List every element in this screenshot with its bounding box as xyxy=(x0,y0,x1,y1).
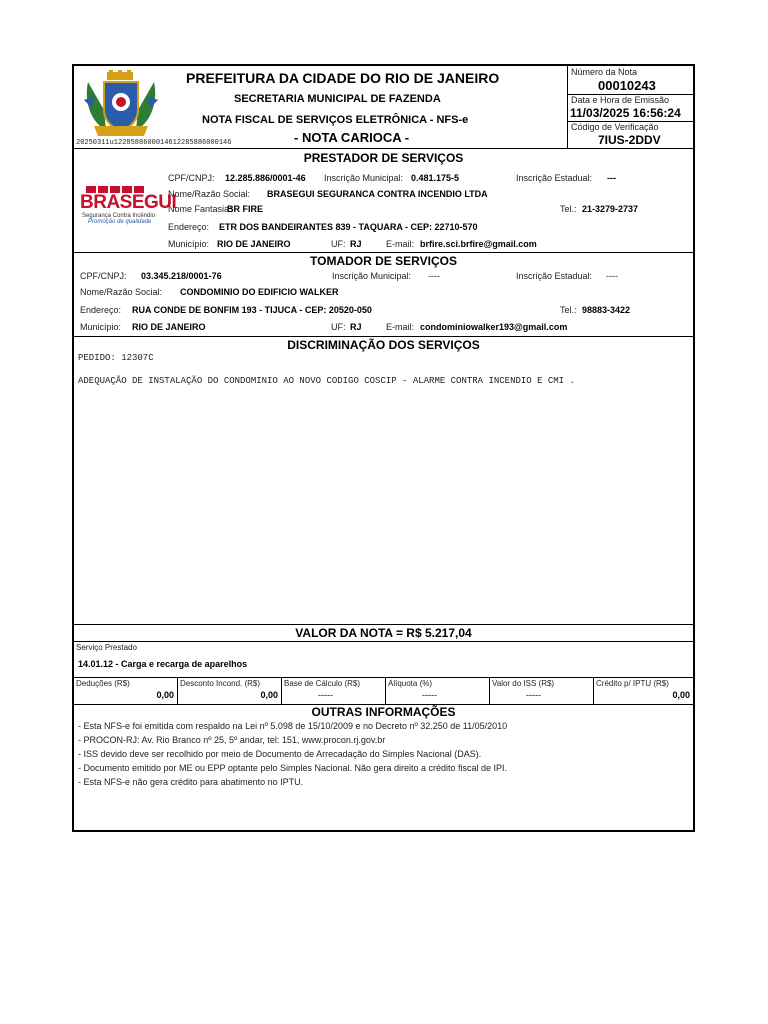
prestador-municipio-label: Município: xyxy=(168,239,210,249)
tributo-cell xyxy=(490,677,594,704)
prestador-tel-value: 21-3279-2737 xyxy=(582,204,639,214)
tomador-municipio-value: RIO DE JANEIRO xyxy=(132,322,206,332)
tributo-label: Desconto Incond. (R$) xyxy=(180,679,261,688)
tomador-im-label: Inscrição Municipal: xyxy=(332,271,412,281)
prestador-razao-value: BRASEGUI SEGURANCA CONTRA INCENDIO LTDA xyxy=(267,189,488,199)
outras-info-section-title: OUTRAS INFORMAÇÕES xyxy=(311,705,456,719)
tomador-municipio-label: Município: xyxy=(80,322,122,332)
tributo-cell xyxy=(386,677,490,704)
tributo-cell xyxy=(74,677,178,704)
prestador-im-value: 0.481.175-5 xyxy=(411,173,460,183)
tributo-cell xyxy=(282,677,386,704)
outras-info-line: - PROCON-RJ: Av. Rio Branco nº 25, 5º andar, tel: 151, www.procon.rj.gov.br xyxy=(78,735,386,745)
prestador-fantasia-label: Nome Fantasia: xyxy=(168,204,232,214)
outras-info-line: - Documento emitido por ME ou EPP optante pelo Simples Nacional. Não gera direito a crédito fiscal de IPI. xyxy=(78,763,508,773)
tomador-email-value: condominiowalker193@gmail.com xyxy=(420,322,568,332)
valor-bottom-line xyxy=(74,641,693,642)
prestador-uf-label: UF: xyxy=(331,239,346,249)
data-emissao-value: 11/03/2025 16:56:24 xyxy=(570,106,681,120)
page-title: PREFEITURA DA CIDADE DO RIO DE JANEIRO xyxy=(186,70,500,86)
servico-descricao-text: ADEQUAÇÃO DE INSTALAÇÃO DO CONDOMINIO AO NOVO CODIGO COSCIP - ALARME CONTRA INCENDIO E CMI . xyxy=(78,376,575,386)
brasegui-logo-text: BRASEGUI xyxy=(80,192,177,213)
tributo-cell xyxy=(594,677,693,704)
prestador-fantasia-value: BR FIRE xyxy=(227,204,263,214)
prestador-ie-value: --- xyxy=(607,173,616,183)
tomador-ie-label: Inscrição Estadual: xyxy=(516,271,593,281)
secretaria-title: SECRETARIA MUNICIPAL DE FAZENDA xyxy=(234,93,441,105)
tributo-cell xyxy=(178,677,282,704)
tributos-row xyxy=(74,677,693,704)
tributo-value: ----- xyxy=(526,690,541,700)
prestador-ie-label: Inscrição Estadual: xyxy=(516,173,593,183)
header-divider xyxy=(567,66,568,148)
pedido-text: PEDIDO: 12307C xyxy=(78,353,154,363)
outras-info-line: - ISS devido deve ser recolhido por meio de Documento de Arrecadação do Simples Nacional (DAS). xyxy=(78,749,482,759)
brasegui-logo-subtitle: Segurança Contra Incêndio xyxy=(82,213,156,219)
codigo-verificacao-value: 7IUS-2DDV xyxy=(598,133,661,147)
prestador-cnpj-label: CPF/CNPJ: xyxy=(168,173,215,183)
codigo-verificacao-label: Código de Verificação xyxy=(571,122,659,132)
prestador-cnpj-value: 12.285.886/0001-46 xyxy=(225,173,306,183)
tomador-razao-label: Nome/Razão Social: xyxy=(80,287,163,297)
coat-of-arms-icon xyxy=(80,70,162,138)
tomador-cnpj-label: CPF/CNPJ: xyxy=(80,271,127,281)
servico-prestado-label: Serviço Prestado xyxy=(76,643,137,652)
prestador-tel-label: Tel.: xyxy=(560,204,577,214)
tomador-uf-value: RJ xyxy=(350,322,362,332)
prestador-section-title: PRESTADOR DE SERVIÇOS xyxy=(303,151,464,165)
prestador-email-label: E-mail: xyxy=(386,239,415,249)
header-bottom-line xyxy=(74,148,693,149)
tomador-uf-label: UF: xyxy=(331,322,346,332)
tributo-label: Crédito p/ IPTU (R$) xyxy=(596,679,669,688)
outras-info-line: - Esta NFS-e não gera crédito para abatimento no IPTU. xyxy=(78,777,304,787)
prestador-municipio-value: RIO DE JANEIRO xyxy=(217,239,291,249)
nfse-title: NOTA FISCAL DE SERVIÇOS ELETRÔNICA - NFS-e xyxy=(202,114,469,126)
tomador-email-label: E-mail: xyxy=(386,322,415,332)
prestador-razao-label: Nome/Razão Social: xyxy=(168,189,251,199)
valor-nota: VALOR DA NOTA = R$ 5.217,04 xyxy=(295,626,472,640)
tributo-value: ----- xyxy=(422,690,437,700)
numero-nota-label: Número da Nota xyxy=(571,67,638,77)
prestador-logo xyxy=(80,186,177,234)
tomador-razao-value: CONDOMINIO DO EDIFICIO WALKER xyxy=(180,287,339,297)
tomador-cnpj-value: 03.345.218/0001-76 xyxy=(141,271,222,281)
tributo-value: 0,00 xyxy=(260,690,278,700)
discriminacao-bottom-line xyxy=(74,624,693,625)
nfse-document xyxy=(72,64,695,832)
nota-carioca-title: - NOTA CARIOCA - xyxy=(294,130,410,145)
data-emissao-label: Data e Hora de Emissão xyxy=(571,95,670,105)
tributo-value: ----- xyxy=(318,690,333,700)
prestador-bottom-line xyxy=(74,252,693,253)
prestador-endereco-label: Endereço: xyxy=(168,222,210,232)
prestador-im-label: Inscrição Municipal: xyxy=(324,173,404,183)
brasegui-logo-slogan: Promoção de qualidade xyxy=(88,219,152,225)
discriminacao-section-title: DISCRIMINAÇÃO DOS SERVIÇOS xyxy=(287,338,480,352)
tributo-label: Base de Cálculo (R$) xyxy=(284,679,361,688)
prestador-email-value: brfire.sci.brfire@gmail.com xyxy=(420,239,537,249)
barcode-text: 20250311u1228588600014612285886000146 xyxy=(76,139,232,147)
tomador-tel-value: 98883-3422 xyxy=(582,305,631,315)
tributo-label: Deduções (R$) xyxy=(76,679,130,688)
numero-nota-value: 00010243 xyxy=(598,78,656,93)
outras-info-line: - Esta NFS-e foi emitida com respaldo na Lei nº 5.098 de 15/10/2009 e no Decreto nº 32.250 de 11/05/2010 xyxy=(78,721,508,731)
tomador-ie-value: ---- xyxy=(606,271,618,281)
servico-prestado-value: 14.01.12 - Carga e recarga de aparelhos xyxy=(78,659,248,669)
tomador-endereco-label: Endereço: xyxy=(80,305,122,315)
tributo-label: Valor do ISS (R$) xyxy=(492,679,555,688)
tributo-value: 0,00 xyxy=(672,690,690,700)
prestador-endereco-value: ETR DOS BANDEIRANTES 839 - TAQUARA - CEP: 22710-570 xyxy=(219,222,478,232)
tributo-label: Alíquota (%) xyxy=(388,679,433,688)
tomador-bottom-line xyxy=(74,336,693,337)
tomador-tel-label: Tel.: xyxy=(560,305,577,315)
tomador-endereco-value: RUA CONDE DE BONFIM 193 - TIJUCA - CEP: 20520-050 xyxy=(132,305,372,315)
tomador-section-title: TOMADOR DE SERVIÇOS xyxy=(310,254,457,268)
tributo-value: 0,00 xyxy=(156,690,174,700)
tomador-im-value: ---- xyxy=(428,271,440,281)
prestador-uf-value: RJ xyxy=(350,239,362,249)
